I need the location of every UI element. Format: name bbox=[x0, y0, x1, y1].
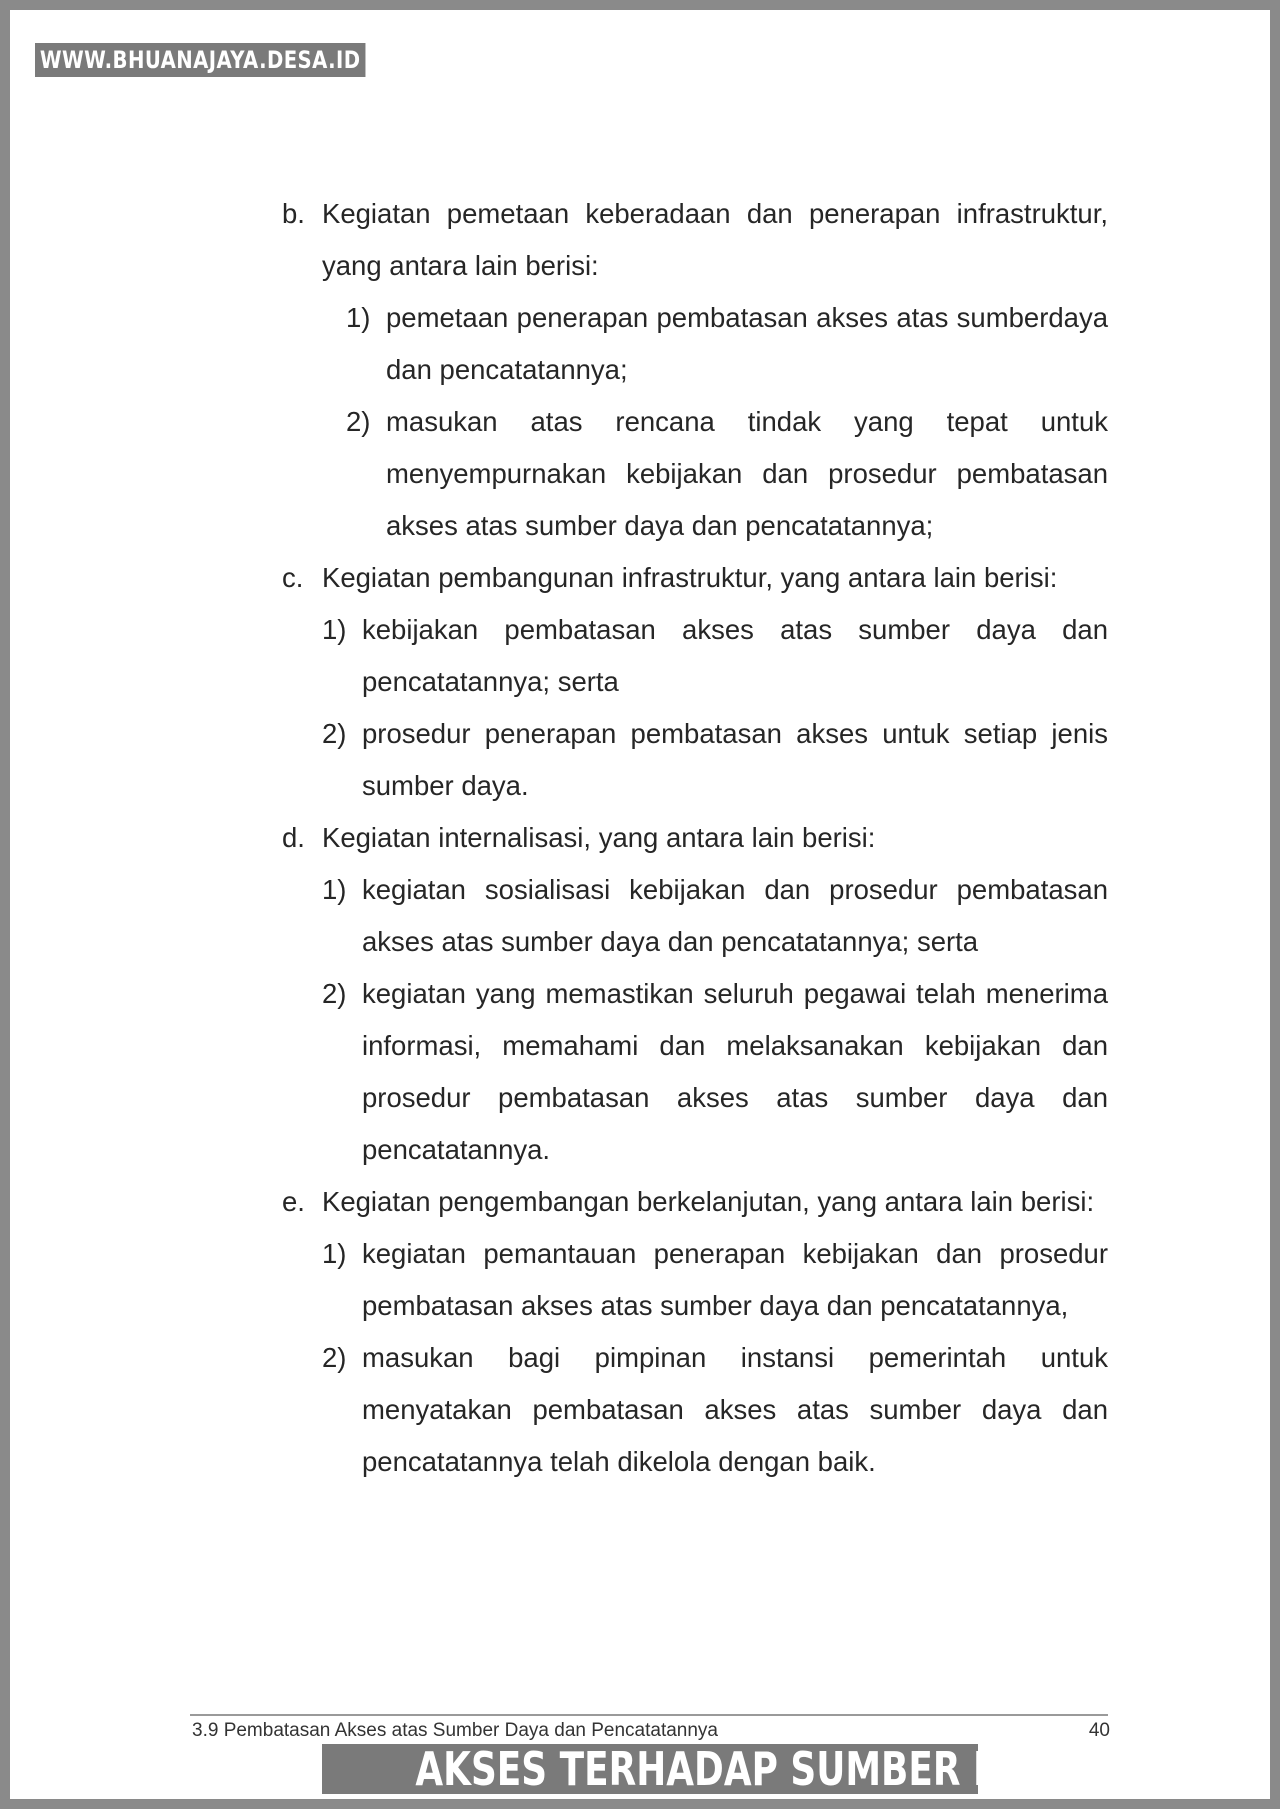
section-marker: d. bbox=[282, 822, 305, 853]
item-marker: 2) bbox=[322, 718, 347, 749]
item-marker: 1) bbox=[322, 874, 347, 905]
item-marker: 1) bbox=[322, 1238, 347, 1269]
list-item bbox=[322, 864, 1108, 968]
section-marker: e. bbox=[282, 1186, 305, 1217]
item-text: masukan bagi pimpinan instansi pemerintah untuk menyatakan pembatasan akses atas sumber daya dan pencatatannya telah dikelola dengan baik. bbox=[362, 1342, 1108, 1477]
list-item bbox=[322, 604, 1108, 708]
caption-banner bbox=[322, 1742, 1078, 1796]
list-section-d bbox=[282, 812, 1108, 864]
list-section-b bbox=[282, 188, 1108, 292]
item-text: prosedur penerapan pembatasan akses untuk setiap jenis sumber daya. bbox=[362, 718, 1108, 801]
list-item bbox=[322, 708, 1108, 812]
item-text: kegiatan pemantauan penerapan kebijakan dan prosedur pembatasan akses atas sumber daya dan pencatatannya, bbox=[362, 1238, 1108, 1321]
footer-divider bbox=[190, 1714, 1108, 1716]
section-text: Kegiatan internalisasi, yang antara lain berisi: bbox=[322, 822, 876, 853]
site-watermark[interactable]: WWW.BHUANAJAYA.DESA.ID bbox=[35, 43, 365, 77]
list-section-e bbox=[282, 1176, 1108, 1228]
list-item bbox=[346, 396, 1108, 552]
item-text: kegiatan sosialisasi kebijakan dan prosedur pembatasan akses atas sumber daya dan pencatatannya; serta bbox=[362, 874, 1108, 957]
section-marker: c. bbox=[282, 562, 304, 593]
list-section-c bbox=[282, 552, 1108, 604]
item-marker: 2) bbox=[322, 1342, 347, 1373]
item-text: pemetaan penerapan pembatasan akses atas sumberdaya dan pencatatannya; bbox=[386, 302, 1108, 385]
caption-banner-text: AKSES TERHADAP SUMBER DAYA bbox=[415, 1742, 1078, 1796]
document-body bbox=[282, 188, 1108, 1488]
item-marker: 1) bbox=[346, 302, 371, 333]
list-item bbox=[322, 1228, 1108, 1332]
item-marker: 1) bbox=[322, 614, 347, 645]
item-marker: 2) bbox=[322, 978, 347, 1009]
item-text: masukan atas rencana tindak yang tepat untuk menyempurnakan kebijakan dan prosedur pembatasan akses atas sumber daya dan pencatatannya; bbox=[386, 406, 1108, 541]
section-marker: b. bbox=[282, 198, 305, 229]
list-item bbox=[346, 292, 1108, 396]
section-text: Kegiatan pemetaan keberadaan dan penerapan infrastruktur, yang antara lain berisi: bbox=[322, 198, 1108, 281]
item-marker: 2) bbox=[346, 406, 371, 437]
list-item bbox=[322, 968, 1108, 1176]
item-text: kebijakan pembatasan akses atas sumber daya dan pencatatannya; serta bbox=[362, 614, 1108, 697]
footer-section-title: 3.9 Pembatasan Akses atas Sumber Daya dan Pencatatannya bbox=[192, 1720, 718, 1741]
item-text: kegiatan yang memastikan seluruh pegawai telah menerima informasi, memahami dan melaksanakan kebijakan dan prosedur pembatasan akses atas sumber daya dan pencatatannya. bbox=[362, 978, 1108, 1165]
section-text: Kegiatan pengembangan berkelanjutan, yang antara lain berisi: bbox=[322, 1186, 1095, 1217]
page-number: 40 bbox=[1088, 1720, 1110, 1741]
list-item bbox=[322, 1332, 1108, 1488]
section-text: Kegiatan pembangunan infrastruktur, yang antara lain berisi: bbox=[322, 562, 1058, 593]
